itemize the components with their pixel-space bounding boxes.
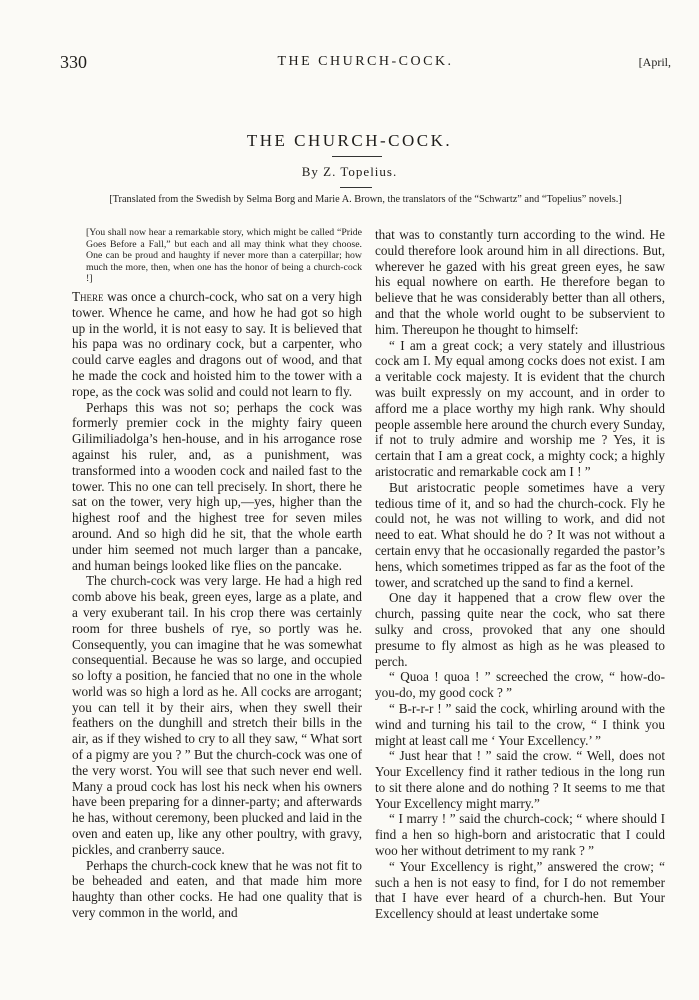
translator-note: [Translated from the Swedish by Selma Borg and Marie A. Brown, the translators of the “Schwartz” and “Topelius” novels.] — [109, 194, 622, 205]
paragraph: But aristocratic people sometimes have a very tedious time of it, and so had the church-cock. Fly he could not, he was not willing to work, and did not need to eat. What should he do ? It was not without a certain envy that he occasionally regarded the pastor’s hens, which sometimes tripped as far as the foot of the tower, and scratched up the sand to find a kernel. — [375, 479, 665, 590]
paragraph: Perhaps the church-cock knew that he was not fit to be beheaded and eaten, and that made him more haughty than other cocks. He had one quality that is very common in the world, and — [72, 857, 362, 921]
running-title: THE CHURCH-COCK. — [277, 54, 454, 69]
paragraph: that was to constantly turn according to the wind. He could therefore look around him in all directions. But, wherever he gazed with his great green eyes, he saw his equal nowhere on earth. He therefore began to believe that he was considerably better than all others, and that the whole world ought to be subservient to him. Thereupon he thought to himself: — [375, 227, 665, 337]
intro-note: [You shall now hear a remarkable story, which might be called “Pride Goes Before a Fall,” but each and all may think what they choose. One can be proud and haughty if never more than a caterpillar; how much the more, then, when one has the honor of being a church-cock !] — [86, 227, 362, 285]
paragraph: “ Your Excellency is right,” answered the crow; “ such a hen is not easy to find, for I do not remember that I have ever heard of a church-hen. But Your Excellency should at least undertake some — [375, 858, 665, 922]
paragraph: “ I am a great cock; a very stately and illustrious cock am I. My equal among cocks does not exist. I am a veritable cock majesty. It is evident that the church was built expressly on my account, and in order to afford me a place worthy my high rank. Why should people assemble here around the church every Sunday, if not to truly admire and worship me ? Yes, it is certain that I am a great cock, a mighty cock; a highly aristocratic and remarkable cock am I ! ” — [375, 337, 665, 479]
paragraph: “ Just hear that ! ” said the crow. “ Well, does not Your Excellency find it rather tedious in the long run to sit there alone and do nothing ? It seems to me that Your Excellency might marry.” — [375, 748, 665, 811]
paragraph — [72, 289, 362, 400]
right-column — [375, 227, 665, 922]
article-title: THE CHURCH-COCK. — [246, 131, 453, 150]
left-column — [72, 227, 362, 921]
paragraph: “ Quoa ! quoa ! ” screeched the crow, “ how-do-you-do, my good cock ? ” — [375, 669, 665, 701]
byline-divider — [340, 187, 372, 188]
article-byline: By Z. Topelius. — [301, 164, 398, 179]
page-number: 330 — [60, 52, 87, 72]
lead-word: There — [72, 288, 104, 304]
paragraph-text: was once a church-cock, who sat on a very high tower. Whence he came, and how he had got so high up in the world, it is not easy to say. It is believed that his papa was no ordinary cock, but a carpenter, who could carve eagles and dragons out of wood, and that he made the cock and hoisted him to the tower with a rope, as the cock was solid and could not learn to fly. — [72, 288, 362, 399]
paragraph: Perhaps this was not so; perhaps the cock was formerly premier cock in the mighty fairy queen Gilimiliadolga’s hen-house, and in his arrogance rose against his ruler, and, as a punishment, was transformed into a wooden cock and nailed fast to the tower. This no one can tell precisely. In short, there he sat on the tower, very high up,—yes, higher than the highest roof and the highest tree for seven miles around. And so high did he sit, that the whole earth under him seemed not much larger than a pancake, and human beings looked like flies on the pancake. — [72, 399, 362, 573]
running-month: [April, — [638, 55, 671, 69]
paragraph: One day it happened that a crow flew over the church, passing quite near the cock, who sat there sulky and cross, provoked that any one should presume to fly almost as high as he was pleased to perch. — [375, 590, 665, 669]
paragraph: The church-cock was very large. He had a high red comb above his beak, green eyes, large as a plate, and a very exuberant tail. In his crop there was certainly room for three bushels of rye, so portly was he. Consequently, you can imagine that he was somewhat consequential. Because he was so large, and occupied so lofty a position, he fancied that no one in the whole world was so high a lord as he. All cocks are arrogant; you can tell it by their airs, when they swell their feathers on the dunghill and stretch their bills in the air, as if they wished to cry to all they saw, “ What sort of a pigmy are you ? ” But the church-cock was one of the very worst. You will see that such never end well. Many a proud cock has lost his neck when his owners have been preparing for a dinner-party; and afterwards he has, without ceremony, been plucked and laid in the oven and eaten up, like any other poultry, with gravy, pickles, and cranberry sauce. — [72, 573, 362, 857]
running-head — [60, 52, 671, 74]
title-divider — [332, 156, 382, 157]
paragraph: “ I marry ! ” said the church-cock; “ where should I find a hen so high-born and aristocratic that I could woo her without detriment to my rank ? ” — [375, 811, 665, 859]
paragraph: “ B-r-r-r ! ” said the cock, whirling around with the wind and turning his tail to the crow, “ I think you might at least call me ‘ Your Excellency.’ ” — [375, 700, 665, 748]
